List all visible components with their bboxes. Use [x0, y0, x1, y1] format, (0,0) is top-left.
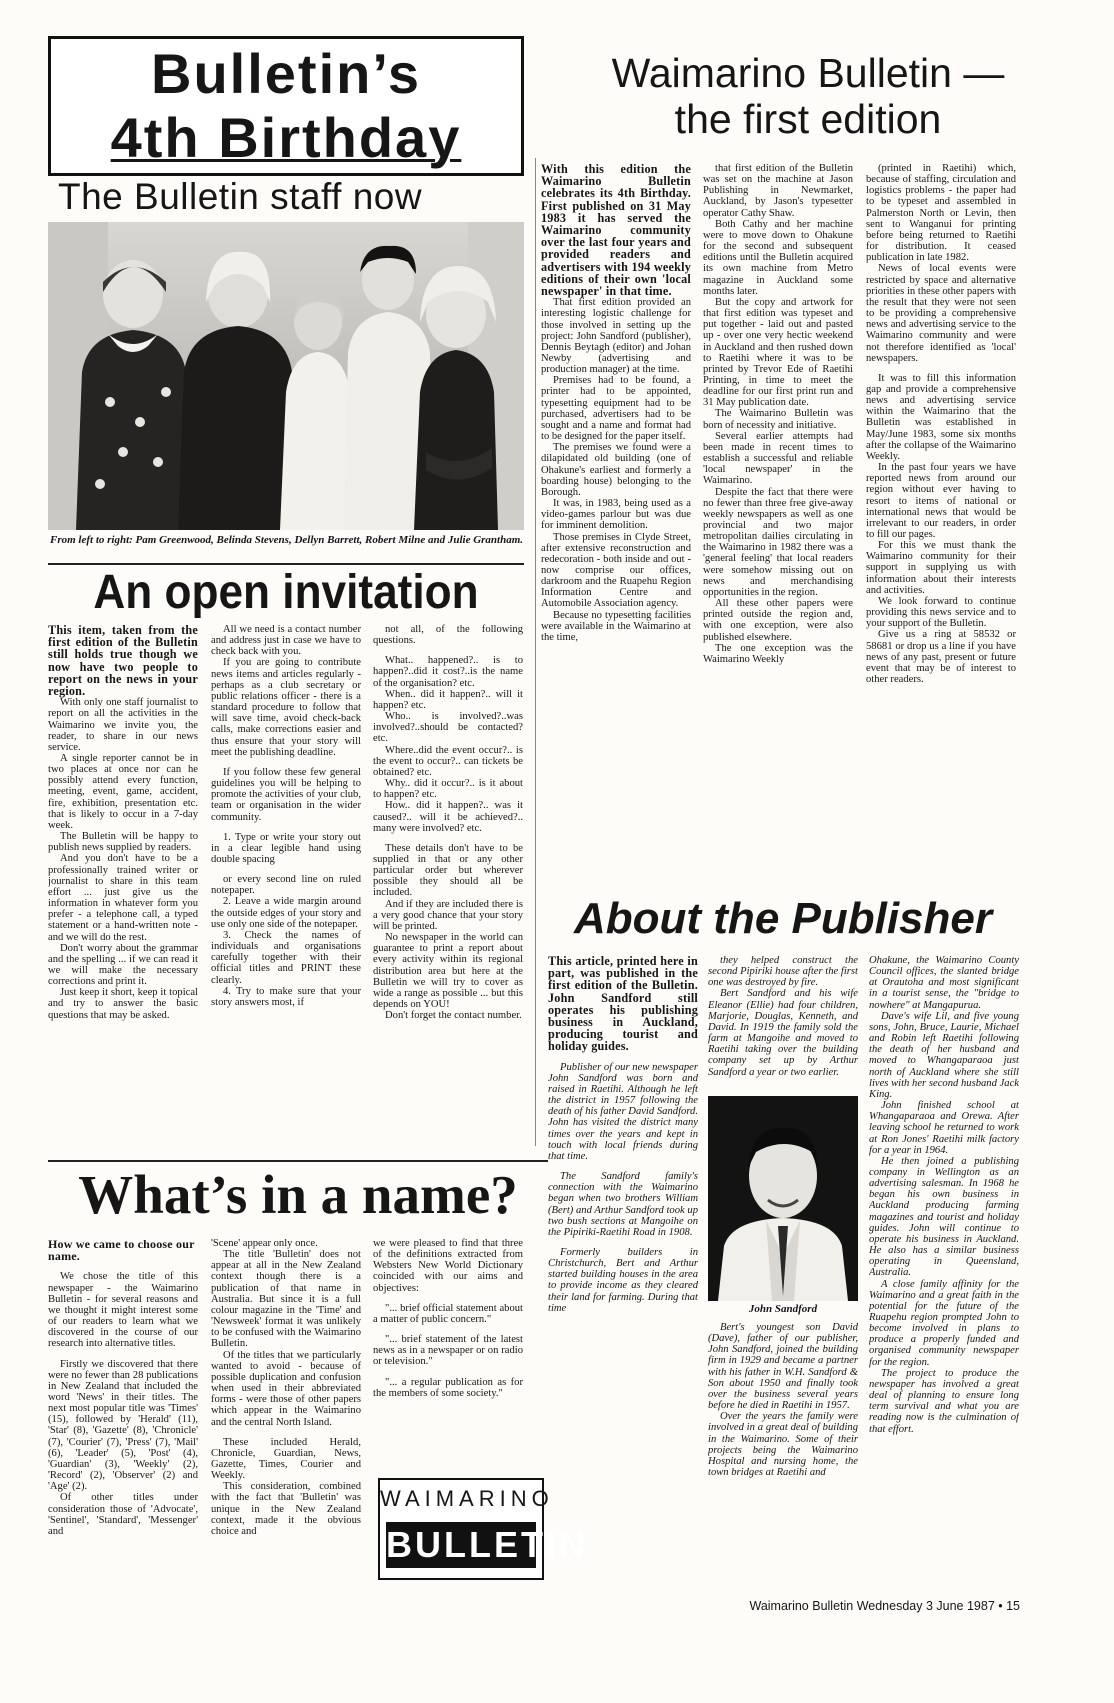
paragraph: (printed in Raetihi) which, because of staffing, circulation and logistics problems - the paper had to be typeset and assembled in Palmerston North or Levin, then sent to Wanganui for printing before being returned to Raetihi for distribution. It ceased publication in late 1982.: [866, 163, 1016, 264]
paragraph: Ohakune, the Waimarino County Council offices, the slanted bridge at Orautoha and most significant in a tourist sense, the "bridge to nowhere" at Mangapurua.: [869, 955, 1019, 1011]
masthead-logo-top: WAIMARINO: [380, 1486, 554, 1511]
paragraph: Because no typesetting facilities were available in the Waimarino at the time,: [541, 609, 691, 643]
paragraph: Publisher of our new newspaper John Sandford was born and raised in Raetihi. Although he left the district in 1957 following the death of his father David Sandford. John has visited the district many times over the years and kept in touch with local friends during that time.: [548, 1061, 698, 1162]
paragraph: Those premises in Clyde Street, after extensive reconstruction and redecoration - both inside and out - now comprise our offices, darkroom and the Ruapehu Region Information Centre and Automobile Association agency.: [541, 531, 691, 610]
paragraph: they helped construct the second Pipiriki house after the first one was destroyed by fire.: [708, 955, 858, 989]
publisher-heading: About the Publisher: [574, 894, 992, 943]
paragraph: Formerly builders in Christchurch, Bert and Arthur started building houses in the area to provide income as they cleared their land for farming. During that time: [548, 1246, 698, 1314]
birthday-title-line1: Bulletin’s: [151, 42, 421, 105]
paragraph: Bert's youngest son David (Dave), father of our publisher, John Sandford, joined the building firm in 1929 and became a partner with his father in W.H. Sandford & Son about 1950 and finally took over the business several years before he died in Raetihi in 1957.: [708, 1322, 858, 1412]
paragraph: 3. Check the names of individuals and organisations carefully together with their official titles and PRINT these clearly.: [211, 929, 361, 986]
paragraph: All we need is a contact number and address just in case we have to check back with you.: [211, 624, 361, 658]
paragraph: not all, of the following questions.: [373, 624, 523, 647]
publisher-col2: [708, 955, 858, 1095]
paragraph: This consideration, combined with the fact that 'Bulletin' was unique in the New Zealand context, made it the obvious choice and: [211, 1481, 361, 1537]
publisher-lead: This article, printed here in part, was published in the first edition of the Bulletin. John Sandford still operates his publishing business in Auckland, producing tourist and holiday guides.: [548, 955, 698, 1054]
name-col1: [48, 1238, 198, 1626]
paragraph: Bert Sandford and his wife Eleanor (Ellie) had four children, Marjorie, Douglas, Kenneth, and David. In 1919 the family sold the farm at Mangoihe and moved to Raetihi taking over the building company set up by Arthur Sandford a year or two earlier.: [708, 988, 858, 1078]
publisher-col3: [869, 955, 1019, 1580]
first-edition-heading-line1: Waimarino Bulletin —: [611, 50, 1005, 96]
quote: "... a regular publication as for the members of some society.": [373, 1376, 523, 1399]
paragraph: that first edition of the Bulletin was set on the machine at Jason Publishing in Newmarket, Auckland, by Jason's typesetter operator Cathy Shaw.: [703, 163, 853, 219]
paragraph: 2. Leave a wide margin around the outside edges of your story and use only one side of the notepaper.: [211, 896, 361, 930]
paragraph: 'Scene' appear only once.: [211, 1238, 318, 1249]
publisher-photo-caption: John Sandford: [748, 1303, 818, 1315]
birthday-title-box: [48, 36, 524, 176]
paragraph: In the past four years we have reported news from around our region without ever having to resort to items of national or international news that would be irrelevant to our readers, in order to fill our pages.: [866, 462, 1016, 540]
paragraph: It was to fill this information gap and provide a comprehensive news and advertising service within the Waimarino that the Bulletin was established in May/June 1983, some six months after the collapse of the Waimarino Weekly.: [866, 372, 1016, 462]
staff-photo: [48, 222, 524, 530]
invitation-col1: [48, 624, 198, 1146]
paragraph: And you don't have to be a professionally trained writer or journalist to share in this team effort ... just give us the information in whatever form you prefer - a telephone call, a typed statement or a hand-written note - and we will do the rest.: [48, 853, 198, 943]
paragraph: The title 'Bulletin' does not appear at all in the New Zealand context though there is a publication of that name in Australia. But since it is a full colour magazine in the 'Time' and 'Newsweek' format it was unlikely to be confused with the Waimarino Bulletin.: [211, 1249, 361, 1350]
paragraph: Dave's wife Lil, and five young sons, John, Bruce, Laurie, Michael and Robin left Raetihi following the death of her husband and moved to Whangaparaoa just north of Auckland where she still lives with her second husband Jack King.: [869, 1010, 1019, 1100]
paragraph: It was, in 1983, being used as a video-games parlour but was due for imminent demolition.: [541, 498, 691, 532]
paragraph: Several earlier attempts had been made in recent times to establish a successful and reliable 'local newspaper' in the Waimarino.: [703, 430, 853, 487]
paragraph: When.. did it happen?.. will it happen? etc.: [373, 688, 523, 711]
paragraph: But the copy and artwork for that first edition was typeset and put together - laid out and pasted up - over one very hectic weekend in Auckland and then rushed down to Raetihi where it was to be printed by Trevor Ede of Raetihi Printing, in time to meet the deadline for our first print run and 31 May publication date.: [703, 296, 853, 409]
paragraph: Who.. is involved?..was involved?..should be contacted? etc.: [373, 711, 523, 745]
paragraph: The project to produce the newspaper has involved a great deal of planning to ensure long term survival and what you are reading now is the culmination of that effort.: [869, 1367, 1019, 1435]
paragraph: Premises had to be found, a printer had to be appointed, typesetting equipment had to be purchased, advertisers had to be sought and a name and format had to be designed for the paper itself.: [541, 375, 691, 443]
birthday-title-line2: 4th Birthday: [110, 106, 462, 169]
publisher-photo: [708, 1096, 858, 1301]
paragraph: The Sandford family's connection with the Waimarino began when two brothers William (Bert) and Arthur Sandford took up two bush sections at Mangoihe on the Pipiriki-Raetihi Road in 1908.: [548, 1171, 698, 1238]
name-col2: [211, 1238, 361, 1626]
paragraph: A single reporter cannot be in two places at once nor can he possibly attend every function, meeting, event, game, accident, fire, exhibition, presentation etc. that is likely to occur in a 7-day week.: [48, 753, 198, 831]
paragraph: The Waimarino Bulletin was born of necessity and initiative.: [703, 408, 853, 431]
publisher-col1: [548, 955, 698, 1575]
paragraph: Don't forget the contact number.: [385, 1010, 522, 1022]
paragraph: Firstly we discovered that there were no fewer than 28 publications in New Zealand that included the word 'News' in their titles. The next most popular title was 'Times' (15), followed by 'Herald' (11), 'Star' (8), 'Gazette' (8), 'Chronicle' (7), 'Courier' (7), 'Press' (7), 'Mail' (6), 'Leader' (5), 'Post' (4), 'Guardian' (3), 'Weekly' (2), 'Record' (2), 'Observer' (2) and 'Age' (2).: [48, 1358, 198, 1493]
paragraph: These included Herald, Chronicle, Guardian, News, Gazette, Times, Courier and Weekly.: [211, 1436, 361, 1482]
invitation-heading: An open invitation: [93, 566, 479, 619]
paragraph: For this we must thank the Waimarino community for their support in supplying us with information about their interests and activities.: [866, 540, 1016, 596]
paragraph: With only one staff journalist to report on all the activities in the Waimarino we invite you, the reader, to share in our news service.: [48, 697, 198, 753]
paragraph: or every second line on ruled notepaper.: [211, 874, 361, 897]
paragraph: The premises we found were a dilapidated old building (one of Ohakune's earliest and formerly a boarding house) belonging to the Borough.: [541, 442, 691, 498]
paragraph: And if they are included there is a very good chance that your story will be printed.: [373, 898, 523, 932]
quote: "... brief statement of the latest news as in a newspaper or on radio or television.": [373, 1334, 523, 1368]
paragraph: The Bulletin will be happy to publish news supplied by readers.: [48, 831, 198, 854]
staff-photo-caption: From left to right: Pam Greenwood, Belinda Stevens, Dellyn Barrett, Robert Milne and Julie Grantham.: [50, 534, 524, 546]
paragraph: Of other titles under consideration those of 'Advocate', 'Sentinel', 'Standard', 'Messenger' and: [48, 1492, 198, 1537]
divider: [48, 1160, 548, 1162]
divider: [48, 563, 524, 565]
publisher-col2-bottom: [708, 1322, 858, 1582]
paragraph: These details don't have to be supplied in that or any other particular order but wherever possible they should all be included.: [373, 842, 523, 899]
paragraph: He then joined a publishing company in Wellington as an advertising salesman. In 1968 he began his own business in Auckland producing farming magazines and tourist and holiday guides. John will continue to operate his business in Auckland. He also has a similar business operating in Queensland, Australia.: [869, 1155, 1019, 1279]
name-col3: [373, 1238, 523, 1438]
paragraph: Despite the fact that there were no fewer than three free give-away weekly newspapers as well as one provincial and two major metropolitan dailies circulating in the Waimarino in 1982 there was a 'general feeling' that local readers were somehow missing out on news and merchandising opportunities in the region.: [703, 486, 853, 598]
paragraph: News of local events were restricted by space and alternative priorities in these other papers with the result that they were not seen to be providing a comprehensive news and advertising service to the Waimarino community and were not therefore identified as 'local' newspapers.: [866, 263, 1016, 364]
paragraph: 1. Type or write your story out in a clear legible hand using double spacing: [211, 831, 361, 865]
paragraph: The one exception was the Waimarino Weekly: [703, 642, 853, 665]
masthead-logo-bottom: BULLETIN: [386, 1522, 536, 1568]
page-footer: Waimarino Bulletin Wednesday 3 June 1987 • 15: [749, 1599, 1020, 1613]
paragraph: If you are going to contribute news items and articles regularly - perhaps as a club secretary or public relations officer - there is a standard procedure to follow that will save time, avoid check-back calls, make corrections easier and thus ensure that your story will meet the publishing deadline.: [211, 657, 361, 758]
paragraph: Just keep it short, keep it topical and try to answer the basic questions that may be asked.: [48, 987, 198, 1021]
paragraph: Don't worry about the grammar and the spelling ... if we can read it we will make the necessary corrections and print it.: [48, 942, 198, 988]
paragraph: A close family affinity for the Waimarino and a great faith in the potential for the future of the Ruapehu region prompted John to become involved in plans to produce a properly funded and organised community newspaper for the region.: [869, 1278, 1019, 1368]
name-heading: What’s in a name?: [78, 1164, 518, 1225]
paragraph: We chose the title of this newspaper - the Waimarino Bulletin - for several reasons and we thought it might interest some of our readers to learn what we discovered in the course of our research into alternative titles.: [48, 1271, 198, 1350]
paragraph: Why.. did it occur?.. is it about to happen? etc.: [373, 778, 523, 801]
paragraph: Give us a ring at 58532 or 58681 or drop us a line if you have news of any past, present or future event that may be of interest to other readers.: [866, 629, 1016, 686]
invitation-col2: [211, 624, 361, 1146]
paragraph: What.. happened?.. is to happen?..did it cost?..is the name of the organisation? etc.: [373, 655, 523, 689]
paragraph: Where..did the event occur?.. is the event to occur?.. can tickets be obtained? etc.: [373, 744, 523, 778]
birthday-subtitle: The Bulletin staff now: [58, 176, 423, 217]
paragraph: If you follow these few general guidelines you will be helping to promote the activities of your club, team or organisation in the wider community.: [211, 766, 361, 823]
paragraph: We look forward to continue providing this news service and to your support of the Bulletin.: [866, 595, 1016, 630]
name-subhead: How we came to choose our name.: [48, 1238, 195, 1264]
invitation-lead: This item, taken from the first edition of the Bulletin still holds true though we now have two people to report on the news in your region.: [48, 624, 198, 699]
first-edition-heading-line2: the first edition: [674, 96, 942, 142]
first-edition-lead: With this edition the Waimarino Bulletin celebrates its 4th Birthday. First published on 31 May 1983 it has served the Waimarino community over the last four years and provided readers and advertisers with 194 weekly editions of their own 'local newspaper' in that time.: [541, 163, 691, 299]
masthead-logo: [378, 1478, 588, 1580]
paragraph: Over the years the family were involved in a great deal of building in the Waimarino. Some of their projects being the Waimarino Hospital and nursing home, the town bridges at Raetihi and: [708, 1411, 858, 1479]
divider: [535, 158, 536, 1146]
quote: "... brief official statement about a matter of public concern.": [373, 1302, 523, 1325]
paragraph: 4. Try to make sure that your story answers most, if: [211, 985, 361, 1008]
paragraph: Of the titles that we particularly wanted to avoid - because of possible duplication and confusion when used in their abbreviated forms - were those of other papers which appear in the Waimarino and the central North Island.: [211, 1349, 361, 1428]
paragraph: That first edition provided an interesting logistic challenge for those involved in setting up the project: John Sandford (publisher), Dennis Beytagh (editor) and Johan Newby (advertising and production manager) at the time.: [541, 297, 691, 376]
paragraph: No newspaper in the world can guarantee to print a report about every activity within its regional distribution area but here at the Bulletin we will try to cover as wide a range as possible ... but this depends on YOU!: [373, 932, 523, 1010]
invitation-col3: [373, 624, 523, 1146]
paragraph: How.. did it happen?.. was it caused?.. will it be achieved?.. many were involved? etc.: [373, 800, 523, 834]
paragraph: Both Cathy and her machine were to move down to Ohakune for the second and subsequent editions until the Bulletin acquired its own machine from Metro magazine in Auckland some months later.: [703, 218, 853, 297]
paragraph: All these other papers were printed outside the region and, with one exception, were also published elsewhere.: [703, 598, 853, 643]
paragraph: we were pleased to find that three of the definitions extracted from Websters New World Dictionary coincided with our aims and objectives:: [373, 1238, 523, 1294]
paragraph: John finished school at Whangaparaoa and Orewa. After leaving school he returned to work at Ron Jones' Raetihi milk factory for a year in 1964.: [869, 1100, 1019, 1156]
